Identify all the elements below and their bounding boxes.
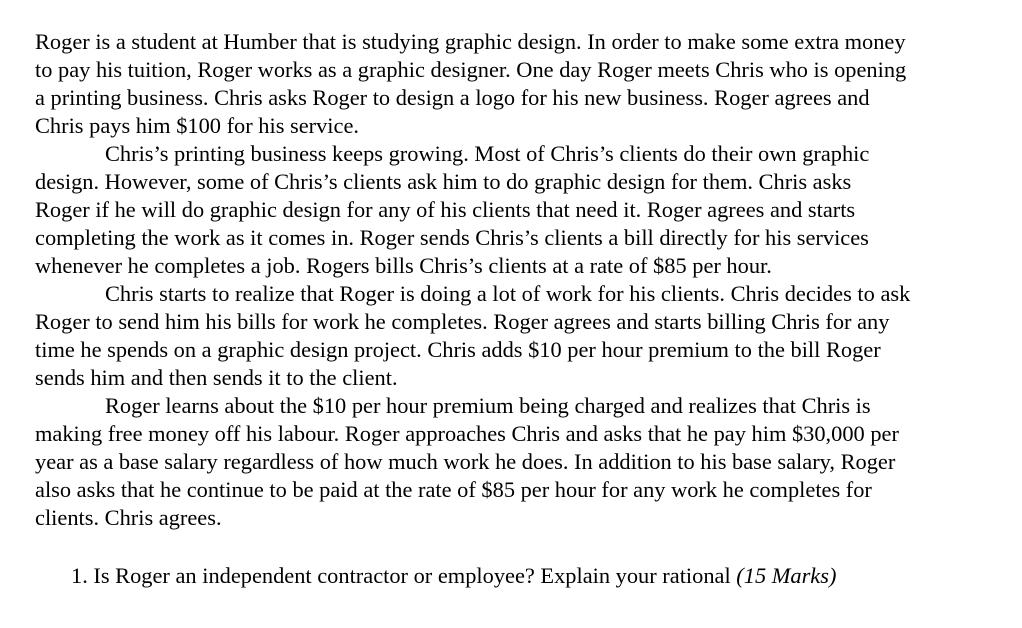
text-line: making free money off his labour. Roger approaches Chris and asks that he pay him $30,000 per (35, 421, 899, 446)
text-line: Chris pays him $100 for his service. (35, 113, 359, 138)
text-line: Roger to send him his bills for work he completes. Roger agrees and starts billing Chris for any (35, 309, 890, 334)
text-line: design. However, some of Chris’s clients ask him to do graphic design for them. Chris asks (35, 169, 852, 194)
text-line: Roger learns about the $10 per hour premium being charged and realizes that Chris is (105, 393, 871, 418)
text-line: to pay his tuition, Roger works as a graphic designer. One day Roger meets Chris who is opening (35, 57, 907, 82)
text-line: sends him and then sends it to the client. (35, 365, 398, 390)
paragraph-4 (35, 392, 1010, 532)
text-line: whenever he completes a job. Rogers bills Chris’s clients at a rate of $85 per hour. (35, 253, 772, 278)
question-item (71, 562, 836, 590)
paragraph-3 (35, 280, 1010, 392)
question-text: Is Roger an independent contractor or employee? Explain your rational (93, 563, 731, 588)
text-line: Chris’s printing business keeps growing. Most of Chris’s clients do their own graphic (105, 141, 870, 166)
paragraph-2 (35, 140, 1010, 280)
text-line: time he spends on a graphic design project. Chris adds $10 per hour premium to the bill Roger (35, 337, 881, 362)
text-line: completing the work as it comes in. Roger sends Chris’s clients a bill directly for his services (35, 225, 869, 250)
question-marks: (15 Marks) (736, 563, 837, 588)
text-line: also asks that he continue to be paid at the rate of $85 per hour for any work he completes for (35, 477, 872, 502)
text-line: a printing business. Chris asks Roger to design a logo for his new business. Roger agrees and (35, 85, 870, 110)
text-line: Roger is a student at Humber that is studying graphic design. In order to make some extra money (35, 29, 906, 54)
paragraph-1 (35, 28, 1010, 140)
case-study-document (35, 28, 1010, 532)
text-line: year as a base salary regardless of how much work he does. In addition to his base salary, Roger (35, 449, 896, 474)
text-line: Chris starts to realize that Roger is doing a lot of work for his clients. Chris decides to ask (105, 281, 911, 306)
question-number: 1. (71, 563, 88, 588)
text-line: clients. Chris agrees. (35, 505, 222, 530)
text-line: Roger if he will do graphic design for any of his clients that need it. Roger agrees and starts (35, 197, 856, 222)
